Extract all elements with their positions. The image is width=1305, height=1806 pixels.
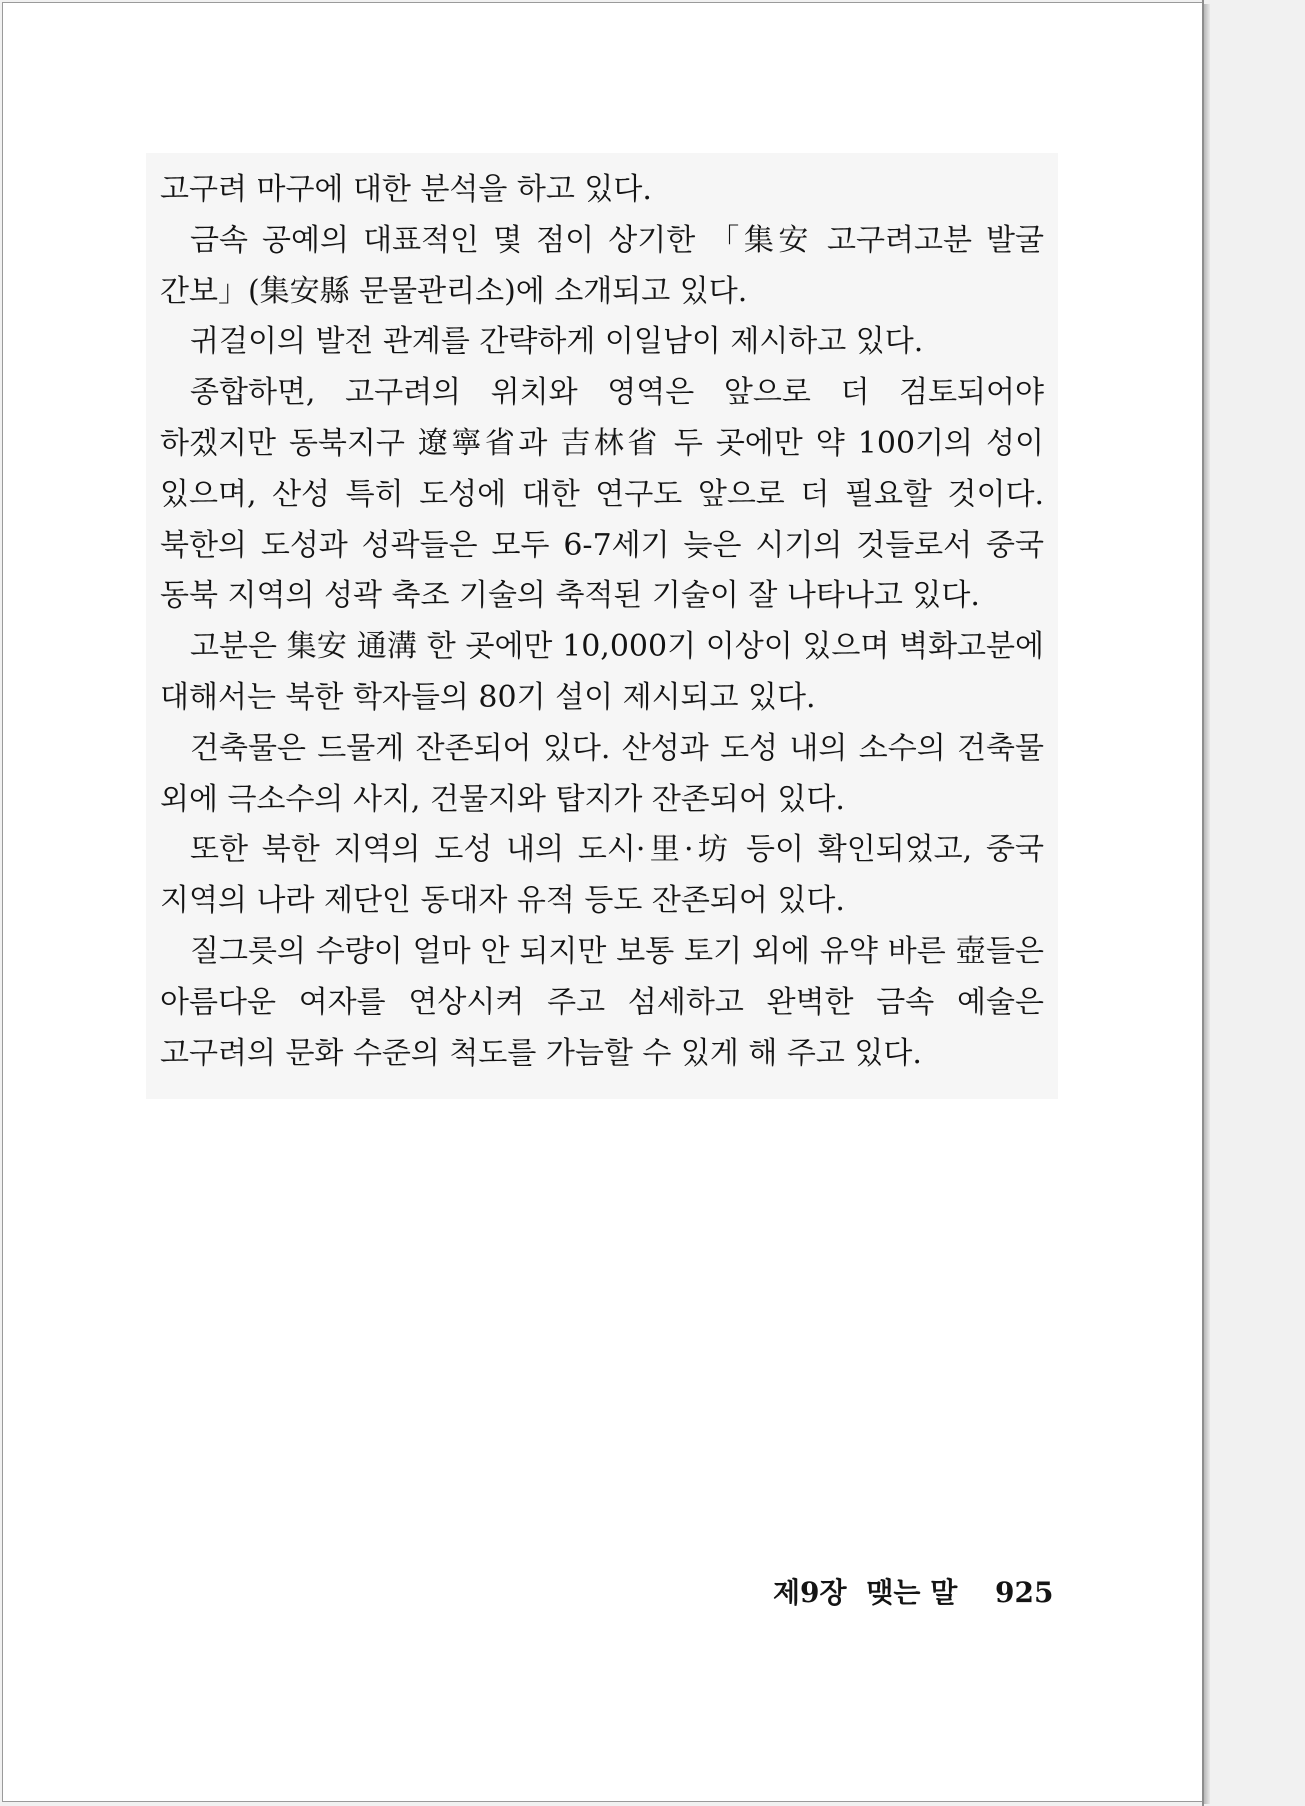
body-text bbox=[146, 153, 1058, 1099]
page-edge bbox=[1192, 0, 1204, 1806]
paragraph: 고구려 마구에 대한 분석을 하고 있다. bbox=[160, 172, 652, 207]
paragraph: 질그릇의 수량이 얼마 안 되지만 보통 토기 외에 유약 바른 壺들은 아름다운 여자를 연상시켜 주고 섬세하고 완벽한 금속 예술은 고구려의 문화 수준의 척도를 가늠할 수 있게 해 주고 있다. bbox=[160, 933, 1044, 1071]
paragraph: 고분은 集安 通溝 한 곳에만 10,000기 이상이 있으며 벽화고분에 대해서는 북한 학자들의 80기 설이 제시되고 있다. bbox=[160, 629, 1044, 715]
document-page bbox=[2, 2, 1204, 1802]
paragraph: 귀걸이의 발전 관계를 간략하게 이일남이 제시하고 있다. bbox=[190, 324, 924, 360]
paragraph: 또한 북한 지역의 도성 내의 도시·里·坊 등이 확인되었고, 중국 지역의 나라 제단인 동대자 유적 등도 잔존되어 있다. bbox=[160, 832, 1044, 919]
paragraph: 건축물은 드물게 잔존되어 있다. 산성과 도성 내의 소수의 건축물 외에 극소수의 사지, 건물지와 탑지가 잔존되어 있다. bbox=[160, 730, 1044, 817]
running-footer bbox=[773, 1571, 1054, 1611]
page-number: 925 bbox=[995, 1576, 1054, 1609]
paragraph: 금속 공예의 대표적인 몇 점이 상기한 「集安 고구려고분 발굴 간보」(集安縣 문물관리소)에 소개되고 있다. bbox=[160, 222, 1044, 309]
page-shadow bbox=[1204, 4, 1210, 1804]
paragraph: 종합하면, 고구려의 위치와 영역은 앞으로 더 검토되어야 하겠지만 동북지구 遼寧省과 吉林省 두 곳에만 약 100기의 성이 있으며, 산성 특히 도성에 대한 연구도 앞으로 더 필요할 것이다. 북한의 도성과 성곽들은 모두 6-7세기 늦은 시기의 것들로서 중국 동북 지역의 성곽 축조 기술의 축적된 기술이 잘 나타나고 있다. bbox=[160, 375, 1044, 614]
chapter-label: 제9장 bbox=[773, 1576, 847, 1609]
section-title: 맺는 말 bbox=[866, 1576, 958, 1609]
